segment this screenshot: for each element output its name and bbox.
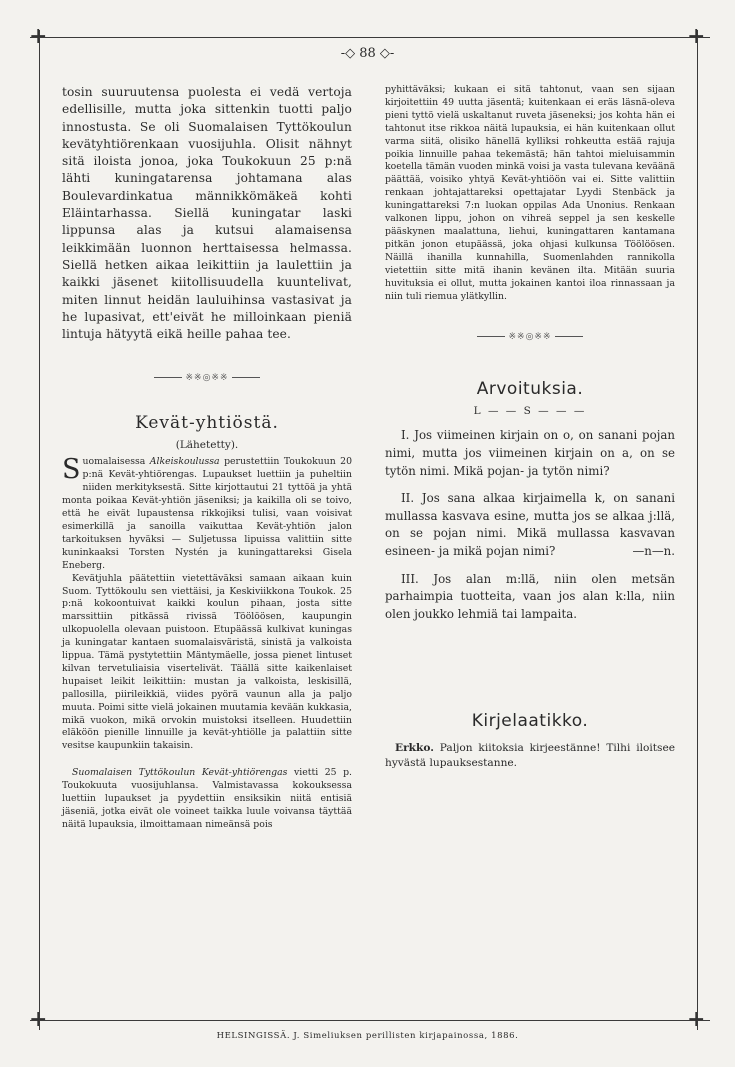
corner-cross-icon: + bbox=[687, 1007, 706, 1032]
section-ornament: ※※◎※※ bbox=[62, 373, 352, 383]
printer-footer: HELSINGISSÄ. J. Simeliuksen perillisten kirjapainossa, 1886. bbox=[216, 1031, 519, 1041]
page-number: -◇ 88 ◇- bbox=[340, 46, 395, 61]
drop-cap: S bbox=[62, 454, 81, 486]
riddle-2: II. Jos sana alkaa kirjaimella k, on sanani mullassa kasvava esine, mutta jos se alkaa j:llä, on se pojan nimi. Mikä mullassa kasvavan esineen- ja mikä pojan nimi? bbox=[385, 491, 675, 558]
article-paragraph-3: Suomalaisen Tyttökoulun Kevät-yhtiörengas vietti 25 p. Toukokuuta vuosijuhlansa. Valmistavassa kokouksessa luettiin lupaukset ja pyydettiin ensiksikin niitä entisiä jäseniä, jotka eivät ole voineet taikka luule voivansa täyttää näitä lupauksia, ilmoittamaan nimeänsä pois bbox=[62, 767, 352, 830]
article-subtitle: (Lähetetty). bbox=[175, 439, 239, 452]
continuation-paragraph: pyhittäväksi; kukaan ei sitä tahtonut, vaan sen sijaan kirjoitettiin 49 uutta jäsentä; kuitenkaan ei eräs läsnä-oleva pieni tyttö vielä uskaltanut ruveta jäseneksi; jos kohta hän ei tahtonut itse rikkoa näitä lupauksia, ei hän kuitenkaan ollut varma siitä, olisiko hänellä kylliksi rohkeutta estää rajuja poikia linnuille pahaa tekemästä; hän tahtoi mieluisammin koetella tämän vuoden minkä voisi ja vasta tulevana keväänä päättää, voisiko yhtyä Kevät-yhtiöön vai ei. Sitte valittiin renkaan johtajattareksi opettajatar Lyydi Stenbäck ja kuningattareksi 7:n luokan oppilas Ada Unonius. Renkaan valkonen lippu, johon on vihreä seppel ja sen keskelle pääskynen maalattuna, liehui, kuningattaren kantamana pitkän jonon etupäässä, joka ohjasi kulkunsa Töölöösen. Näillä ihanilla kunnahilla, Suomenlahden rannikolla vietettiin sitte mitä ihanin kevänen ilta. Mitään suuria huvituksia ei ollut, mutta jokainen kantoi iloa rinnassaan ja niin tuli riemua ylätkyllin. bbox=[385, 84, 675, 302]
section-ornament: ※※◎※※ bbox=[385, 332, 675, 342]
right-rule bbox=[697, 30, 698, 1030]
top-rule bbox=[30, 37, 710, 38]
article-paragraph-2: Kevätjuhla päätettiin vietettäväksi samaan aikaan kuin Suom. Tyttökoulu sen viettäisi, ja Keskiviikkona Toukok. 25 p:nä kokoontuivat kaikki koulun pihaan, josta sitte marssittiin pitkässä rivissä Töölöösen, kaupungin ulkopuolella olevaan puistoon. Etupäässä kulkivat kuningas ja kuningatar kantaen suomalaisväristä, sinistä ja valkoista lippua. Tämä pystytettiin Mäntymäelle, jossa pienet lintuset kilvan tervetuliaisia visertelivät. Täällä sitte kaikenlaiset hupaiset leikit leikittiin: mustan ja valkoista, leskisillä, pallosilla, piirileikkiä, viides pyörä vaunun alla ja paljo muuta. Poimi sitte vielä jokainen muutamia kevään kukkasia, mikä vuokon, mikä orvokin muistoksi itselleen. Huudettiin eläköön pienille linnuille ja kevät-yhtiölle ja palattiin sitte vesitse kaupunkiin takaisin. bbox=[62, 572, 352, 752]
corner-cross-icon: + bbox=[29, 24, 48, 49]
letters-title: Kirjelaatikko. bbox=[471, 711, 589, 732]
letter-recipient: Erkko. bbox=[395, 742, 434, 755]
right-column bbox=[385, 84, 675, 770]
riddle-1: I. Jos viimeinen kirjain on o, on sanani pojan nimi, mutta jos viimeinen kirjain on a, on se tytön nimi. Mikä pojan- ja tytön nimi? bbox=[385, 428, 675, 478]
intro-paragraph: tosin suuruutensa puolesta ei vedä vertoja edellisille, mutta joka sittenkin tuotti paljo innostusta. Se oli Suomalaisen Tyttökoulun kevätyhtiörenkaan vuosijuhla. Olisit nähnyt sitä iloista jonoa, joka Toukokuun 25 p:nä lähti kuningatarensa johtamana alas Boulevardinkatua männikkömäkeä kohti Eläintarhassa. Siellä kuningatar laski lippunsa alas ja kutsui alamaisensa leikkimään luonnon herttaisessa helmassa. Siellä hetken aikaa leikittiin ja laulettiin ja kaikki jäsenet kiitollisuudella kuuntelivat, miten linnut heidän lauluihinsa vastasivat ja he lupasivat, ett'eivät he milloinkaan pieniä lintuja hätyytä eikä heille pahaa tee. bbox=[62, 85, 352, 342]
riddles-author: L — — S — — — bbox=[473, 405, 587, 418]
bottom-rule bbox=[30, 1020, 710, 1021]
corner-cross-icon: + bbox=[687, 24, 706, 49]
left-rule bbox=[39, 30, 40, 1030]
riddle-3: III. Jos alan m:llä, niin olen metsän parhaimpia tuotteita, vaan jos alan k:lla, niin olen joukko lehmiä tai lampaita. bbox=[385, 571, 675, 621]
riddle-2-signature: —n—n. bbox=[632, 543, 675, 558]
corner-cross-icon: + bbox=[29, 1007, 48, 1032]
article-title: Kevät-yhtiöstä. bbox=[135, 413, 279, 434]
left-column bbox=[62, 84, 352, 832]
riddles-title: Arvoituksia. bbox=[476, 379, 584, 400]
article-paragraph-1: Suomalaisessa Alkeiskoulussa perustettiin Toukokuun 20 p:nä Kevät-yhtiörengas. Lupaukset luettiin ja puheltiin niiden merkityksestä. Sitte kirjottautui 21 tyttöä ja yhtä monta poikaa Kevät-yhtiön jäseniksi; ja kaikilla oli se toivo, että he eivät lupaustensa rikkojiksi tulisi, vaan voisivat esimerkillä ja sanoilla vaikuttaa Kevät-yhtiön jalon tarkoituksen hyväksi — Suljetussa lipuissa valittiin sitte kuninkaaksi Torsten Nystén ja kuningattareksi Gisela Eneberg. bbox=[62, 454, 352, 571]
letter-entry: Erkko. Paljon kiitoksia kirjeestänne! Tilhi iloitsee hyvästä lupauksestanne. bbox=[385, 742, 675, 769]
